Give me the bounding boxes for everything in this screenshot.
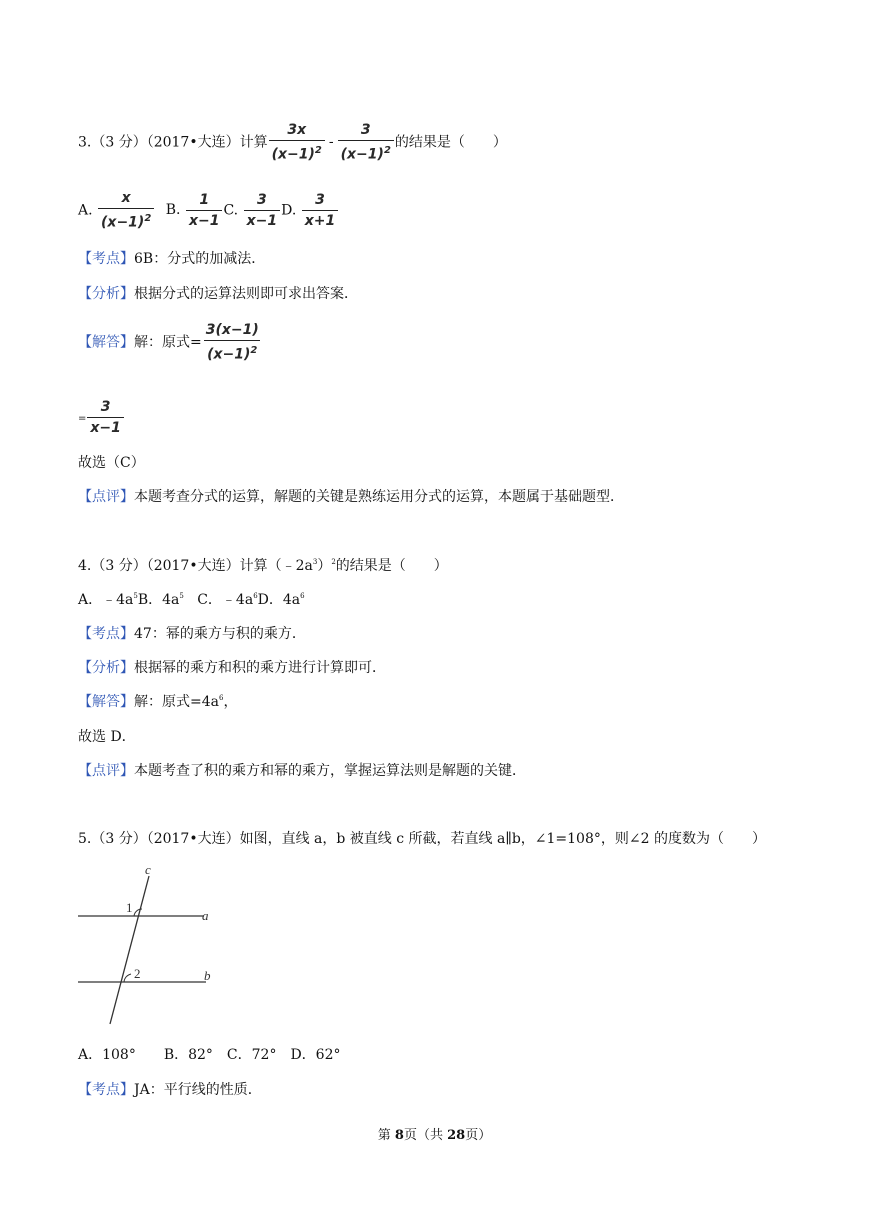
q3-frac1-exp: 2 xyxy=(314,145,322,156)
q4-stem-exp2: 2 xyxy=(331,558,336,566)
q3-jieda-den xyxy=(204,340,260,363)
q4-kaodian-tag: 【考点】 xyxy=(78,626,134,642)
q3-step2-frac xyxy=(87,399,124,436)
q4-stem xyxy=(78,557,448,575)
q3-option-d-frac xyxy=(302,192,339,229)
q3-frac2 xyxy=(338,122,394,163)
q3-option-a-den xyxy=(98,208,154,231)
q3-fenxi-text: 根据分式的运算法则即可求出答案． xyxy=(134,286,358,302)
q3-kaodian xyxy=(78,250,265,268)
q3-step2-eq: = xyxy=(78,413,87,425)
q3-dianping-text: 本题考查分式的运算，解题的关键是熟练运用分式的运算，本题属于基础题型． xyxy=(134,489,624,505)
q4-stem-exp1: 3 xyxy=(312,558,318,566)
label-a: a xyxy=(202,908,209,923)
q3-option-a-num: x xyxy=(121,190,131,206)
q3-fenxi-tag: 【分析】 xyxy=(78,286,134,302)
q4-option-c-exp: 6 xyxy=(253,592,258,600)
q3-option-b-frac xyxy=(186,192,223,229)
q4-jieda-exp: 6 xyxy=(218,694,224,702)
angle-1-arc xyxy=(134,909,142,916)
q5-options: A．108° B．82° C．72° D．62° xyxy=(78,1047,341,1063)
q3-stem-suffix: 的结果是（ ） xyxy=(394,134,507,151)
q3-step2-num: 3 xyxy=(100,399,111,415)
q3-fenxi xyxy=(78,285,358,303)
q3-dianping-tag: 【点评】 xyxy=(78,489,134,505)
q4-option-b-exp: 5 xyxy=(179,592,184,600)
q3-stem xyxy=(78,122,507,163)
q3-jieda-text: 解：原式= xyxy=(134,334,202,351)
q3-kaodian-tag: 【考点】 xyxy=(78,251,134,267)
q4-kaodian xyxy=(78,625,306,643)
q5-kaodian xyxy=(78,1081,262,1099)
q3-frac1-den xyxy=(269,140,325,163)
q3-step2 xyxy=(78,399,125,436)
q3-jieda xyxy=(78,322,263,363)
q3-option-a-label: A. xyxy=(78,202,93,219)
q3-option-b-den: x−1 xyxy=(186,210,223,229)
footer-total-pages: 28 xyxy=(447,1128,466,1143)
q3-option-d-num: 3 xyxy=(315,191,325,208)
q4-option-a-exp: 5 xyxy=(133,592,138,600)
q3-frac2-den xyxy=(338,140,394,163)
q3-frac2-den-text: (x−1) xyxy=(340,146,384,163)
angle-2-arc xyxy=(124,974,131,982)
label-angle-1: 1 xyxy=(126,900,133,915)
q3-option-d-den: x+1 xyxy=(302,210,339,229)
q3-option-c-num: 3 xyxy=(256,191,267,208)
q4-option-d: D．4a xyxy=(257,592,301,608)
q3-jieda-frac xyxy=(203,322,262,363)
footer-page-number: 8 xyxy=(394,1128,404,1143)
q5-parallel-lines-figure xyxy=(72,858,242,1028)
footer-prefix: 第 xyxy=(377,1128,395,1143)
q4-option-a: A．﹣4a xyxy=(78,592,134,608)
q3-frac2-num: 3 xyxy=(360,122,371,138)
q3-jieda-tag: 【解答】 xyxy=(78,334,134,351)
q3-jieda-num: 3(x−1) xyxy=(205,322,259,338)
q3-frac1-den-text: (x−1) xyxy=(271,146,315,163)
q4-jieda-text: 解：原式=4a xyxy=(134,694,219,710)
q4-jieda-tag: 【解答】 xyxy=(78,694,134,710)
q4-stem-a: 4.（3 分）（2017•大连）计算（﹣2a xyxy=(78,558,313,574)
q4-jieda xyxy=(78,693,237,711)
q3-option-c-den: x−1 xyxy=(244,210,281,229)
q4-stem-c: 的结果是（ ） xyxy=(335,558,448,574)
line-c xyxy=(110,876,149,1024)
label-b: b xyxy=(204,968,211,983)
q4-dianping-tag: 【点评】 xyxy=(78,763,134,779)
q3-option-a-den-text: (x−1) xyxy=(101,214,145,231)
label-c: c xyxy=(145,862,151,877)
q3-option-a-frac xyxy=(98,190,154,231)
q5-kaodian-text: JA：平行线的性质． xyxy=(134,1082,262,1098)
q3-kaodian-text: 6B：分式的加减法． xyxy=(134,251,266,267)
q3-frac2-exp: 2 xyxy=(383,145,391,156)
label-angle-2: 2 xyxy=(134,966,141,981)
q4-fenxi xyxy=(78,659,386,677)
q3-choice: 故选（C） xyxy=(78,455,145,471)
q5-kaodian-tag: 【考点】 xyxy=(78,1082,134,1098)
q3-option-a-exp: 2 xyxy=(144,213,152,224)
q4-stem-b: ） xyxy=(317,558,332,574)
q3-jieda-den-text: (x−1) xyxy=(207,346,251,363)
q4-kaodian-text: 47：幂的乘方与积的乘方． xyxy=(134,626,306,642)
q3-option-c-frac xyxy=(244,192,281,229)
q3-option-c-label: C. xyxy=(223,202,239,219)
footer-suffix: 页） xyxy=(465,1128,492,1143)
q3-minus: - xyxy=(328,134,334,151)
q4-jieda-end: ， xyxy=(223,694,238,710)
q4-option-b: B．4a xyxy=(137,592,180,608)
q4-dianping xyxy=(78,762,526,780)
q4-dianping-text: 本题考查了积的乘方和幂的乘方，掌握运算法则是解题的关键． xyxy=(134,763,526,779)
q4-fenxi-text: 根据幂的乘方和积的乘方进行计算即可． xyxy=(134,660,386,676)
q3-stem-prefix: 3.（3 分）（2017•大连）计算 xyxy=(78,134,268,151)
q4-option-d-exp: 6 xyxy=(300,592,305,600)
q3-step2-den: x−1 xyxy=(87,417,124,436)
q3-option-d-label: D. xyxy=(281,202,297,219)
q4-option-c: C．﹣4a xyxy=(197,592,254,608)
q3-dianping xyxy=(78,488,624,506)
q4-options xyxy=(78,591,305,609)
q3-frac1 xyxy=(269,122,325,163)
q3-option-b-num: 1 xyxy=(199,191,210,208)
page-footer xyxy=(0,1124,869,1143)
q3-option-b-label: B. xyxy=(165,202,181,219)
q5-stem: 5.（3 分）（2017•大连）如图，直线 a，b 被直线 c 所截，若直线 a∥b，∠1=108°，则∠2 的度数为（ ） xyxy=(78,831,766,847)
q4-choice: 故选 D． xyxy=(78,729,136,745)
q3-frac1-num: 3x xyxy=(287,122,307,138)
q3-options xyxy=(78,190,339,231)
footer-middle: 页（共 xyxy=(403,1128,448,1143)
q4-fenxi-tag: 【分析】 xyxy=(78,660,134,676)
q3-jieda-exp: 2 xyxy=(250,345,258,356)
